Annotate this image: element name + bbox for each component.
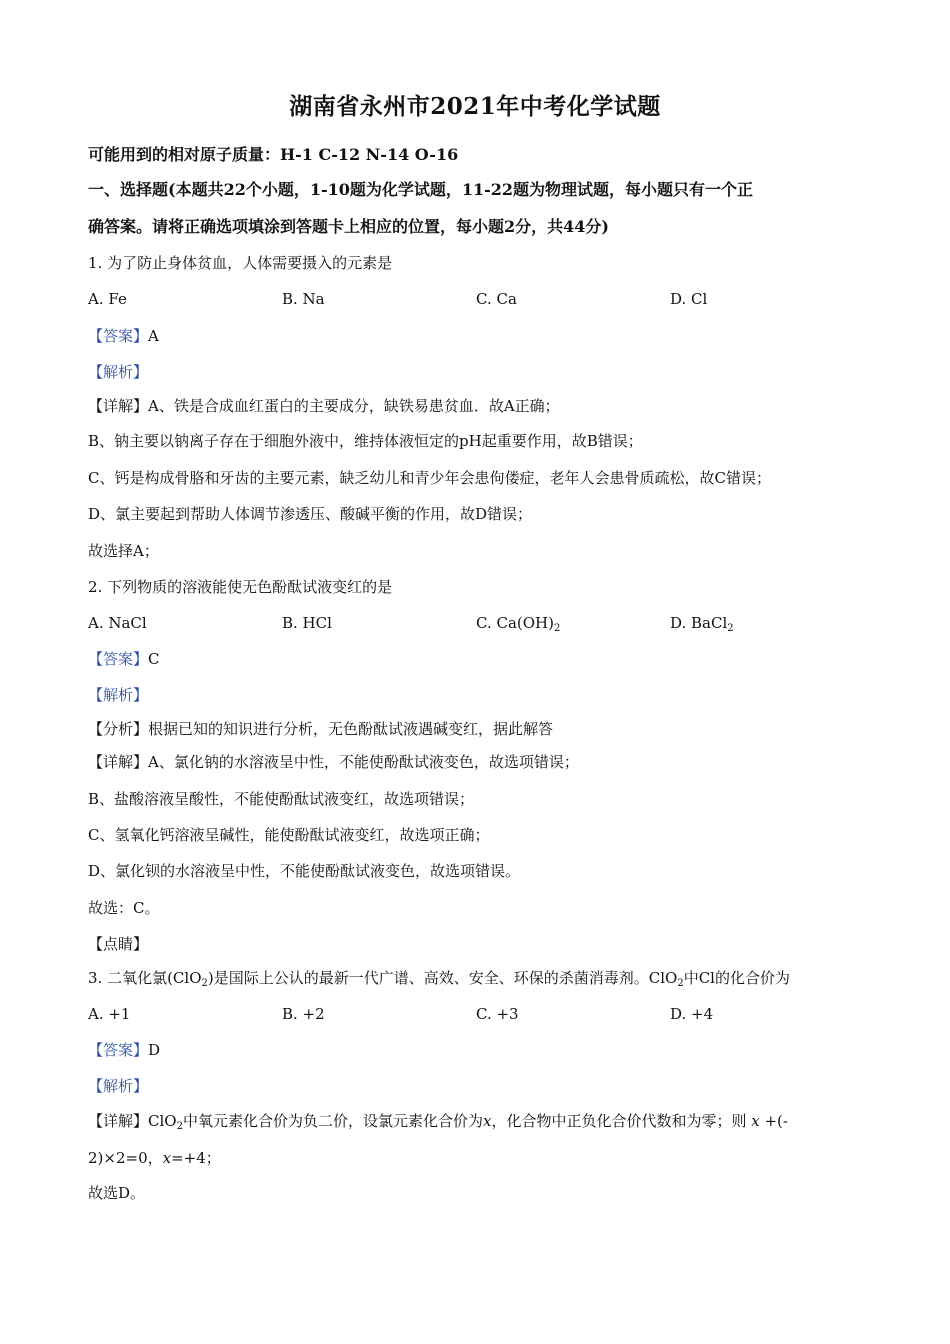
q2-fenxi-text: 根据已知的知识进行分析，无色酚酞试液遇碱变红，据此解答 [148, 720, 554, 738]
q2-option-c-sub: 2 [553, 623, 561, 634]
q1-answer [88, 326, 159, 346]
atomic-masses: 可能用到的相对原子质量：H-1 C-12 N-14 O-16 [88, 145, 459, 164]
q2-conclusion: 故选：C。 [88, 899, 160, 917]
q3-detail-4: +(- [759, 1112, 788, 1130]
answer-label: 【答案】 [88, 327, 149, 345]
q2-fenxi [88, 719, 553, 739]
q2-option-b: B. HCl [282, 614, 332, 632]
q1-detail-c: C、钙是构成骨胳和牙齿的主要元素，缺乏幼儿和青少年会患佝偻症，老年人会患骨质疏松，故C错误； [88, 469, 771, 487]
detail-label: 【详解】 [88, 1112, 149, 1130]
q3-stem-3: 中Cl的化合价为 [683, 969, 790, 987]
answer-label: 【答案】 [88, 1041, 149, 1059]
q2-option-c [476, 613, 560, 639]
q3-stem-sub1: 2 [201, 978, 208, 989]
q2-stem: 2. 下列物质的溶液能使无色酚酞试液变红的是 [88, 578, 393, 596]
q3-option-a: A. +1 [88, 1005, 131, 1023]
q2-option-a: A. NaCl [88, 614, 147, 632]
q3-option-d: D. +4 [670, 1005, 714, 1023]
q3-detail-sub: 2 [176, 1121, 183, 1132]
q3-conclusion: 故选D。 [88, 1184, 146, 1202]
q3-stem-2: )是国际上公认的最新一代广谱、高效、安全、环保的杀菌消毒剂。ClO [207, 969, 678, 987]
section-heading-line1: 一、选择题(本题共22个小题，1-10题为化学试题，11-22题为物理试题，每小题只有一个正 [88, 180, 754, 199]
q1-option-d: D. Cl [670, 290, 708, 308]
analysis-label: 【解析】 [88, 1077, 149, 1095]
q1-detail-a-text: A、铁是合成血红蛋白的主要成分，缺铁易患贫血．故A正确； [148, 397, 560, 415]
q1-analysis-label [88, 362, 148, 382]
q2-answer-value: C [148, 650, 160, 668]
q2-dianjing: 【点睛】 [88, 935, 149, 953]
q3-var-x3: x [162, 1149, 172, 1167]
analysis-label: 【解析】 [88, 686, 149, 704]
detail-label: 【详解】 [88, 397, 149, 415]
detail-label: 【详解】 [88, 753, 149, 771]
q2-option-d-main: D. BaCl [670, 614, 728, 632]
q1-detail-a [88, 396, 560, 416]
q2-detail-a [88, 752, 579, 772]
q3-detail-1: ClO [148, 1112, 177, 1130]
q3-detail-3: ，化合物中正负化合价代数和为零；则 [491, 1112, 752, 1130]
q3-stem-sub2: 2 [677, 978, 684, 989]
q1-option-b: B. Na [282, 290, 325, 308]
q2-option-d-sub: 2 [727, 623, 734, 634]
q3-detail-line2-a: 2)×2=0， [88, 1149, 163, 1167]
q1-detail-d: D、氯主要起到帮助人体调节渗透压、酸碱平衡的作用，故D错误； [88, 505, 533, 523]
q1-detail-b: B、钠主要以钠离子存在于细胞外液中，维持体液恒定的pH起重要作用，故B错误； [88, 432, 643, 450]
q3-detail-line2 [88, 1148, 221, 1168]
section-heading-line2: 确答案。请将正确选项填涂到答题卡上相应的位置，每小题2分，共44分) [88, 217, 609, 236]
q3-stem [88, 968, 790, 994]
q3-stem-1: 3. 二氧化氯(ClO [88, 969, 202, 987]
q3-var-x: x [482, 1112, 492, 1130]
q2-detail-c: C、氢氧化钙溶液呈碱性，能使酚酞试液变红，故选项正确； [88, 826, 490, 844]
q3-answer-value: D [148, 1041, 161, 1059]
q1-answer-value: A [148, 327, 159, 345]
q3-detail-line2-b: =+4； [171, 1149, 221, 1167]
q3-answer [88, 1040, 160, 1060]
answer-label: 【答案】 [88, 650, 149, 668]
q3-option-c: C. +3 [476, 1005, 519, 1023]
q2-option-c-main: C. Ca(OH) [476, 614, 554, 632]
q3-detail-2: 中氧元素化合价为负二价，设氯元素化合价为 [182, 1112, 483, 1130]
q1-option-c: C. Ca [476, 290, 517, 308]
fenxi-label: 【分析】 [88, 720, 149, 738]
q3-var-x2: x [751, 1112, 760, 1130]
q2-option-d [670, 613, 734, 639]
q1-option-a: A. Fe [88, 290, 127, 308]
q2-detail-b: B、盐酸溶液呈酸性，不能使酚酞试液变红，故选项错误； [88, 790, 475, 808]
q2-answer [88, 649, 160, 669]
q3-analysis-label [88, 1076, 148, 1096]
analysis-label: 【解析】 [88, 363, 149, 381]
q2-detail-d: D、氯化钡的水溶液呈中性，不能使酚酞试液变色，故选项错误。 [88, 862, 521, 880]
q2-analysis-label [88, 685, 148, 705]
q2-detail-a-text: A、氯化钠的水溶液呈中性，不能使酚酞试液变色，故选项错误； [148, 753, 579, 771]
q1-conclusion: 故选择A； [88, 542, 159, 560]
q1-stem: 1. 为了防止身体贫血，人体需要摄入的元素是 [88, 254, 393, 272]
page-title: 湖南省永州市2021年中考化学试题 [289, 93, 661, 120]
q3-detail-line1 [88, 1111, 788, 1137]
q3-option-b: B. +2 [282, 1005, 325, 1023]
